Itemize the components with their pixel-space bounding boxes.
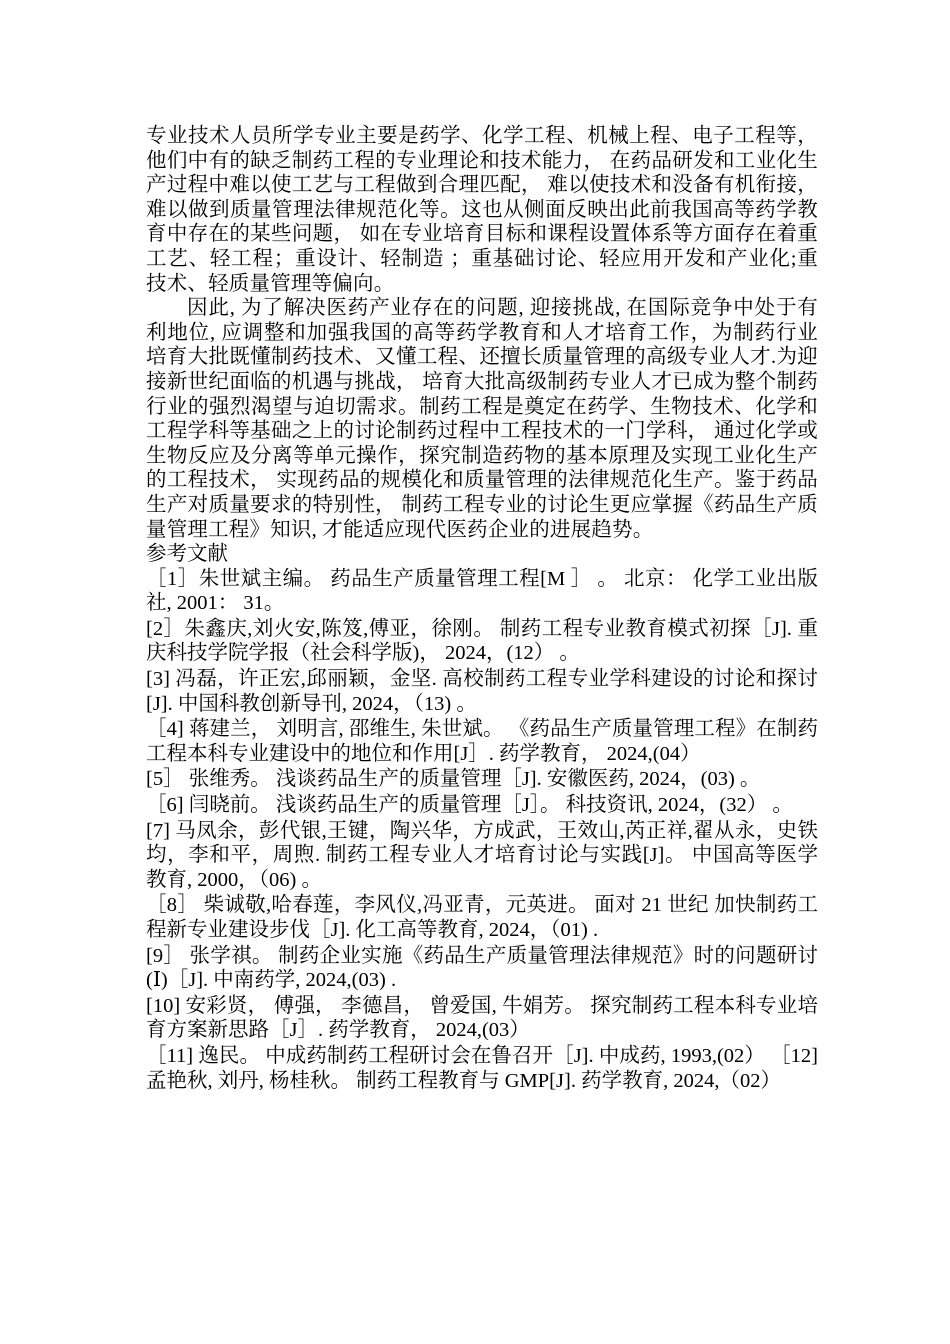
reference-item: ［8］ 柴诚敬,哈春莲，李风仪,冯亚青，元英进。 面对 21 世纪 加快制药工程新专业建设步伐［J]. 化工高等教育, 2024，（01) . xyxy=(146,894,818,941)
reference-item: [9］ 张学祺。 制药企业实施《药品生产质量管理法律规范》时的问题研讨(Ⅰ)［J]. 中南药学, 2024,(03) . xyxy=(146,944,818,992)
reference-item: [2］朱鑫庆,刘火安,陈笈,傅亚，徐刚。 制药工程专业教育模式初探［J]. 重庆科技学院学报（社会科学版)， 2024，(12） 。 xyxy=(146,617,818,665)
references-heading: 参考文献 xyxy=(146,543,228,566)
reference-item: [7] 马凤余，彭代银,王键，陶兴华，方成武，王效山,芮正祥,翟从永，史铁均，李和平，周煦. 制药工程专业人才培育讨论与实践[J]。 中国高等医学教育, 2000，（06) 。 xyxy=(146,819,818,891)
reference-item: [3] 冯磊，许正宏,邱丽颖，金坚. 高校制药工程专业学科建设的讨论和探讨[J]. 中国科教创新导刊, 2024，（13) 。 xyxy=(146,668,818,715)
body-paragraph-2: 因此, 为了解决医药产业存在的问题, 迎接挑战, 在国际竞争中处于有利地位, 应调整和加强我国的高等药学教育和人才培育工作，为制药行业培育大批既懂制药技术、又懂工程、还擅长质量管理的高级专业人才.为迎接新世纪面临的机遇与挑战， 培育大批高级制药专业人才已成为整个制药行业的强烈渴望与迫切需求。制药工程是奠定在药学、生物技术、化学和工程学科等基础之上的讨论制药过程中工程技术的一门学科， 通过化学或生物反应及分离等单元操作，探究制造药物的基本原理及实现工业化生产的工程技术， 实现药品的规模化和质量管理的法律规范化生产。鉴于药品生产对质量要求的特别性， 制药工程专业的讨论生更应掌握《药品生产质量管理工程》知识, 才能适应现代医药企业的进展趋势。 xyxy=(146,297,818,541)
reference-item: [10] 安彩贤， 傅强， 李德昌， 曾爱国, 牛娟芳。 探究制药工程本科专业培育方案新思路［J］. 药学教育， 2024,(03） xyxy=(146,994,818,1042)
references-list xyxy=(146,567,818,1093)
reference-item: ［6] 闫晓前。 浅谈药品生产的质量管理［J］。 科技资讯, 2024，(32） 。 xyxy=(146,794,793,817)
reference-item: [5］ 张维秀。 浅谈药品生产的质量管理［J]. 安徽医药, 2024，(03) 。 xyxy=(146,768,761,791)
body-paragraph-1: 专业技术人员所学专业主要是药学、化学工程、机械上程、电子工程等， 他们中有的缺乏制药工程的专业理论和技术能力， 在药品研发和工业化生产过程中难以使工艺与工程做到合理匹配， 难以使技术和没备有机衔接， 难以做到质量管理法律规范化等。这也从侧面反映出此前我国高等药学教育中存在的某些问题， 如在专业培育目标和课程设置体系等方面存在着重工艺、轻工程；重设计、轻制造 ；重基础讨论、轻应用开发和产业化;重技术、轻质量管理等偏向。 xyxy=(146,125,818,295)
document-page xyxy=(146,124,818,1094)
reference-item: ［1］朱世斌主编。 药品生产质量管理工程[M ］ 。 北京： 化学工业出版社, 2001： 31。 xyxy=(146,567,818,615)
reference-item: ［11] 逸民。 中成药制药工程研讨会在鲁召开［J]. 中成药, 1993,(02） ［12] 孟艳秋, 刘丹, 杨桂秋。 制药工程教育与 GMP[J]. 药学教育, 2024,（02） xyxy=(146,1044,818,1092)
reference-item: ［4] 蒋建兰， 刘明言, 邵维生, 朱世斌。 《药品生产质量管理工程》在制药工程本科专业建设中的地位和作用[J］. 药学教育， 2024,(04） xyxy=(146,718,818,765)
